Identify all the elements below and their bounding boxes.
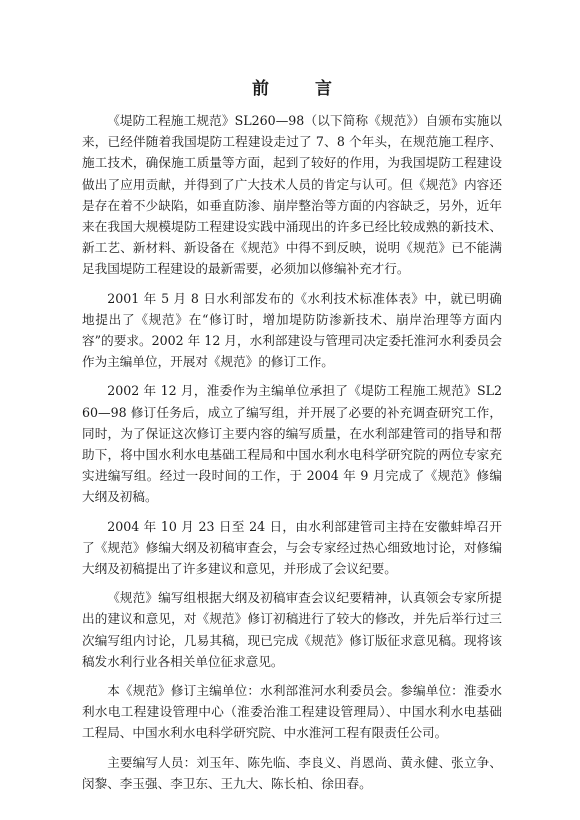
paragraph-2004: 2004 年 10 月 23 日至 24 日，由水利部建管司主持在安徽蚌埠召开了《规范》修编大纲及初稿审查会，与会专家经过热心细致地讨论，对修编大纲及初稿提出了许多建议和意见，并形成了会议纪要。	[82, 518, 502, 577]
paragraph-units: 本《规范》修订主编单位：水利部淮河水利委员会。参编单位：淮委水利水电工程建设管理中心（淮委治淮工程建设管理局）、中国水利水电基础工程局、中国水利水电科学研究院、中水淮河工程有限责任公司。	[82, 683, 502, 741]
paragraph-2001: 2001 年 5 月 8 日水利部发布的《水利技术标准体表》中，就已明确地提出了《规范》在“修订时，增加堤防防渗新技术、崩岸治理等方面内容”的要求。2002 年 12 月，水利部建设与管理司决定委托淮河水利委员会作为主编单位，开展对《规范》的修订工作。	[82, 290, 502, 370]
paragraph-2002: 2002 年 12 月，淮委作为主编单位承担了《堤防工程施工规范》SL260—98 修订任务后，成立了编写组，并开展了必要的补充调查研究工作，同时，为了保证这次修订主要内容的编写质量，在水利部建管司的指导和帮助下，将中国水利水电基础工程局和中国水利水电科学研究院的两位专家充实进编写组。经过一段时间的工作，于 2004 年 9 月完成了《规范》修编大纲及初稿。	[82, 383, 502, 505]
page-title: 前 言	[252, 79, 352, 99]
paragraph-revision: 《规范》编写组根据大纲及初稿审查会议纪要精神，认真领会专家所提出的建议和意见，对《规范》修订初稿进行了较大的修改，并先后举行过三次编写组内讨论，几易其稿，现已完成《规范》修订版征求意见稿。现将该稿发水利行业各相关单位征求意见。	[82, 590, 502, 669]
paragraph-authors: 主要编写人员：刘玉年、陈先临、李良义、肖恩尚、黄永健、张立争、闵黎、李玉强、李卫东、王九大、陈长柏、徐田春。	[82, 754, 502, 791]
paragraph-intro: 《堤防工程施工规范》SL260—98（以下简称《规范》）自颁布实施以来，已经伴随着我国堤防工程建设走过了 7、8 个年头，在规范施工程序、施工技术，确保施工质量等方面，起到了较好的作用，为我国堤防工程建设做出了应用贡献，并得到了广大技术人员的肯定与认可。但《规范》内容还是存在着不少缺陷，如垂直防渗、崩岸整治等方面的内容缺乏，另外，近年来在我国大规模堤防工程建设实践中涌现出的许多已经比较成熟的新技术、新工艺、新材料、新设备在《规范》中得不到反映，说明《规范》已不能满足我国堤防工程建设的最新需要，必须加以修编补充才行。	[82, 113, 502, 277]
